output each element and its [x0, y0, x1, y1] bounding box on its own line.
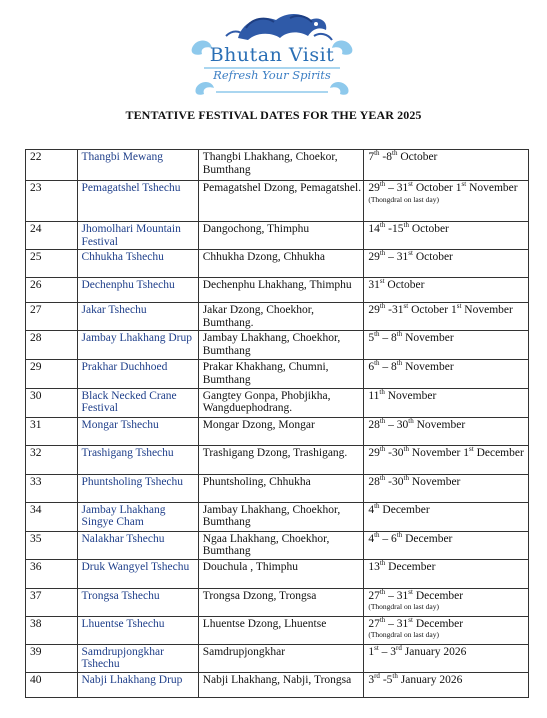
festival-dates: 29th -30th November 1st December — [364, 445, 529, 474]
festival-row — [26, 278, 529, 303]
festival-row — [26, 331, 529, 360]
festival-row — [26, 474, 529, 502]
festival-venue: Gangtey Gonpa, Phobjikha, Wangduephodrang. — [198, 388, 364, 417]
festival-venue: Thangbi Lhakhang, Choekor, Bumthang — [198, 150, 364, 181]
festival-number: 31 — [26, 417, 78, 445]
festival-dates: 4th – 6th December — [364, 531, 529, 559]
festival-venue: Mongar Dzong, Mongar — [198, 417, 364, 445]
festival-row — [26, 150, 529, 181]
festival-dates: 3rd -5th January 2026 — [364, 672, 529, 697]
logo-tagline: Refresh Your Spirits — [213, 68, 331, 82]
festival-number: 25 — [26, 250, 78, 278]
festival-dates: 29th – 31st October — [364, 250, 529, 278]
festival-number: 29 — [26, 360, 78, 388]
festival-number: 27 — [26, 303, 78, 331]
festival-name: Jhomolhari Mountain Festival — [77, 222, 198, 250]
festival-venue: Jakar Dzong, Choekhor, Bumthang. — [198, 303, 364, 331]
festival-venue: Samdrupjongkhar — [198, 644, 364, 672]
festival-name: Jakar Tshechu — [77, 303, 198, 331]
festival-row — [26, 388, 529, 417]
festival-dates: 29th – 31st October 1st November (Thongdral on last day) — [364, 181, 529, 222]
festival-dates: 28th – 30th November — [364, 417, 529, 445]
festival-venue: Trashigang Dzong, Trashigang. — [198, 445, 364, 474]
festival-dates: 11th November — [364, 388, 529, 417]
festival-row — [26, 502, 529, 531]
festival-name: Black Necked Crane Festival — [77, 388, 198, 417]
festival-number: 35 — [26, 531, 78, 559]
page-heading: TENTATIVE FESTIVAL DATES FOR THE YEAR 2025 — [125, 108, 422, 122]
festival-name: Trashigang Tshechu — [77, 445, 198, 474]
festival-name: Nabji Lhakhang Drup — [77, 672, 198, 697]
festival-dates: 7th -8th October — [364, 150, 529, 181]
festival-row — [26, 222, 529, 250]
festival-row — [26, 588, 529, 616]
festival-venue: Ngaa Lhakhang, Choekhor, Bumthang — [198, 531, 364, 559]
festival-name: Mongar Tshechu — [77, 417, 198, 445]
festival-name: Pemagatshel Tshechu — [77, 181, 198, 222]
festival-row — [26, 181, 529, 222]
festival-dates: 28th -30th November — [364, 474, 529, 502]
festival-dates: 13th December — [364, 559, 529, 588]
festival-name: Thangbi Mewang — [77, 150, 198, 181]
festival-name: Phuntsholing Tshechu — [77, 474, 198, 502]
festival-venue: Dangochong, Thimphu — [198, 222, 364, 250]
festival-venue: Nabji Lhakhang, Nabji, Trongsa — [198, 672, 364, 697]
festival-name: Samdrupjongkhar Tshechu — [77, 644, 198, 672]
festival-number: 37 — [26, 588, 78, 616]
festival-number: 30 — [26, 388, 78, 417]
festival-name: Nalakhar Tshechu — [77, 531, 198, 559]
festival-name: Prakhar Duchhoed — [77, 360, 198, 388]
festival-number: 26 — [26, 278, 78, 303]
festival-venue: Pemagatshel Dzong, Pemagatshel. — [198, 181, 364, 222]
festival-name: Jambay Lhakhang Singye Cham — [77, 502, 198, 531]
festival-number: 32 — [26, 445, 78, 474]
festival-name: Jambay Lhakhang Drup — [77, 331, 198, 360]
festival-name: Druk Wangyel Tshechu — [77, 559, 198, 588]
festival-number: 22 — [26, 150, 78, 181]
festival-number: 39 — [26, 644, 78, 672]
festival-venue: Dechenphu Lhakhang, Thimphu — [198, 278, 364, 303]
festival-number: 24 — [26, 222, 78, 250]
festival-row — [26, 303, 529, 331]
thongdral-note: (Thongdral on last day) — [368, 630, 439, 640]
festival-dates: 29th -31st October 1st November — [364, 303, 529, 331]
festival-number: 36 — [26, 559, 78, 588]
festival-row — [26, 616, 529, 644]
festival-table — [25, 149, 529, 698]
festival-row — [26, 360, 529, 388]
bhutan-visit-logo — [186, 8, 358, 104]
festival-name: Lhuentse Tshechu — [77, 616, 198, 644]
festival-row — [26, 531, 529, 559]
festival-venue: Douchula , Thimphu — [198, 559, 364, 588]
festival-number: 34 — [26, 502, 78, 531]
festival-number: 28 — [26, 331, 78, 360]
festival-venue: Phuntsholing, Chhukha — [198, 474, 364, 502]
logo-title: Bhutan Visit — [209, 44, 335, 66]
festival-name: Dechenphu Tshechu — [77, 278, 198, 303]
festival-dates: 14th -15th October — [364, 222, 529, 250]
festival-dates: 27th – 31st December (Thongdral on last day) — [364, 616, 529, 644]
festival-venue: Prakar Khakhang, Chumni, Bumthang — [198, 360, 364, 388]
festival-row — [26, 417, 529, 445]
festival-dates: 1st – 3rd January 2026 — [364, 644, 529, 672]
festival-name: Chhukha Tshechu — [77, 250, 198, 278]
thongdral-note: (Thongdral on last day) — [368, 194, 439, 204]
festival-row — [26, 445, 529, 474]
festival-name: Trongsa Tshechu — [77, 588, 198, 616]
festival-venue: Trongsa Dzong, Trongsa — [198, 588, 364, 616]
festival-number: 23 — [26, 181, 78, 222]
festival-number: 40 — [26, 672, 78, 697]
festival-venue: Lhuentse Dzong, Lhuentse — [198, 616, 364, 644]
festival-row — [26, 644, 529, 672]
festival-venue: Chhukha Dzong, Chhukha — [198, 250, 364, 278]
festival-row — [26, 250, 529, 278]
festival-dates: 5th – 8th November — [364, 331, 529, 360]
thongdral-note: (Thongdral on last day) — [368, 602, 439, 612]
festival-dates: 6th – 8th November — [364, 360, 529, 388]
festival-number: 33 — [26, 474, 78, 502]
festival-dates: 31st October — [364, 278, 529, 303]
festival-dates: 4th December — [364, 502, 529, 531]
festival-row — [26, 559, 529, 588]
festival-number: 38 — [26, 616, 78, 644]
festival-venue: Jambay Lhakhang, Choekhor, Bumthang — [198, 502, 364, 531]
festival-row — [26, 672, 529, 697]
festival-venue: Jambay Lhakhang, Choekhor, Bumthang — [198, 331, 364, 360]
festival-dates: 27th – 31st December (Thongdral on last day) — [364, 588, 529, 616]
